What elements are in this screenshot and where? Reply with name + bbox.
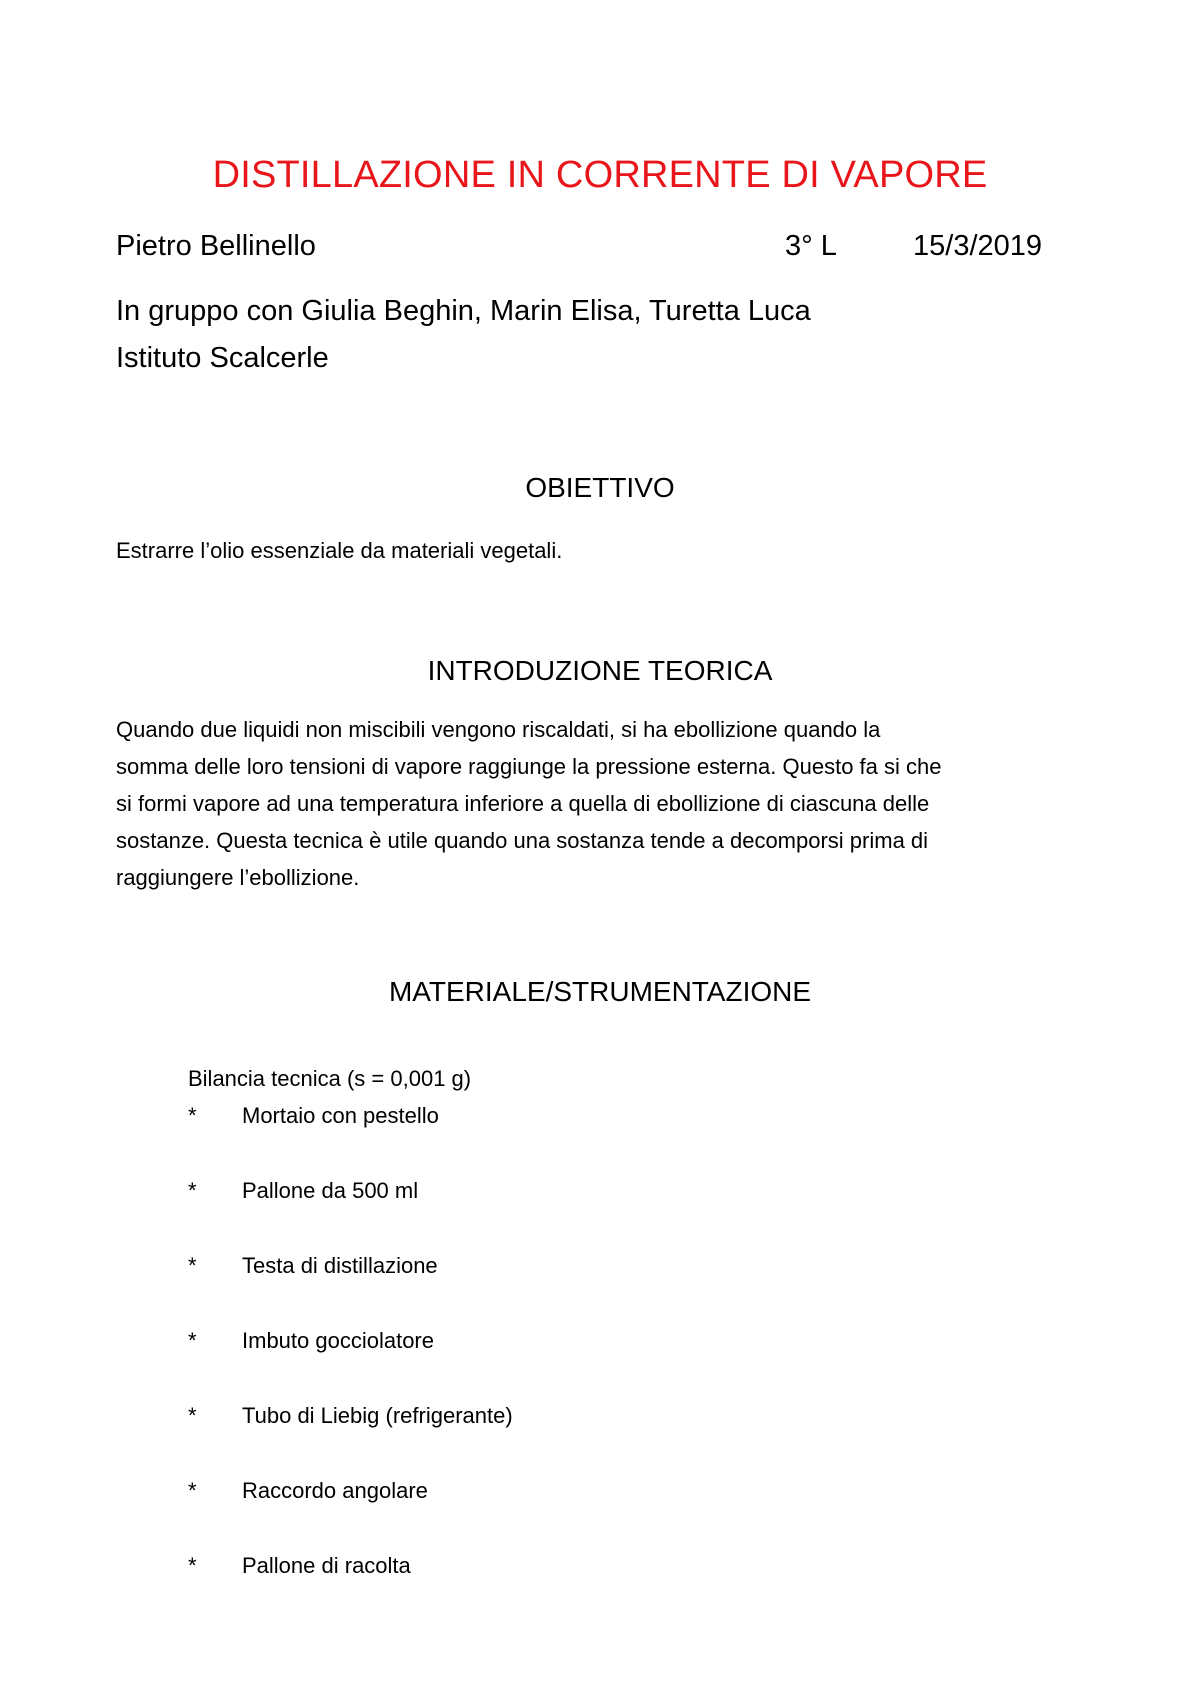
report-date: 15/3/2019 bbox=[913, 230, 1043, 262]
bullet-marker: * bbox=[188, 1178, 197, 1203]
material-item-label: Pallone di racolta bbox=[242, 1553, 411, 1578]
paragraph-line: raggiungere l’ebollizione. bbox=[116, 865, 360, 890]
material-list-item bbox=[188, 1101, 439, 1131]
material-item-label: Tubo di Liebig (refrigerante) bbox=[242, 1403, 513, 1428]
paragraph-line: si formi vapore ad una temperatura inferiore a quella di ebollizione di ciascuna delle bbox=[116, 791, 930, 816]
introduzione-paragraph bbox=[116, 711, 1091, 896]
heading-materiale: MATERIALE/STRUMENTAZIONE bbox=[388, 976, 812, 1007]
paragraph-line: sostanze. Questa tecnica è utile quando una sostanza tende a decomporsi prima di bbox=[116, 828, 929, 853]
bullet-marker: * bbox=[188, 1403, 197, 1428]
group-members: In gruppo con Giulia Beghin, Marin Elisa, Turetta Luca bbox=[116, 295, 811, 327]
material-list-item bbox=[188, 1476, 428, 1506]
material-list-item bbox=[188, 1551, 411, 1581]
material-list-item bbox=[188, 1326, 434, 1356]
heading-introduzione: INTRODUZIONE TEORICA bbox=[427, 655, 773, 686]
obiettivo-text: Estrarre l’olio essenziale da materiali vegetali. bbox=[116, 538, 563, 563]
bullet-marker: * bbox=[188, 1328, 197, 1353]
material-item-label: Testa di distillazione bbox=[242, 1253, 438, 1278]
material-list-item bbox=[188, 1251, 438, 1281]
material-item-label: Imbuto gocciolatore bbox=[242, 1328, 434, 1353]
material-item-label: Pallone da 500 ml bbox=[242, 1178, 419, 1203]
heading-obiettivo: OBIETTIVO bbox=[525, 472, 675, 503]
paragraph-line: Quando due liquidi non miscibili vengono riscaldati, si ha ebollizione quando la bbox=[116, 717, 881, 742]
paragraph-line: somma delle loro tensioni di vapore raggiunge la pressione esterna. Questo fa si che bbox=[116, 754, 942, 779]
material-list-item bbox=[188, 1401, 513, 1431]
bullet-marker: * bbox=[188, 1478, 197, 1503]
bullet-marker: * bbox=[188, 1103, 197, 1128]
material-item-label: Mortaio con pestello bbox=[242, 1103, 439, 1128]
school-name: Istituto Scalcerle bbox=[116, 342, 329, 374]
material-item-label: Raccordo angolare bbox=[242, 1478, 428, 1503]
author-name: Pietro Bellinello bbox=[116, 230, 316, 262]
material-first-item: Bilancia tecnica (s = 0,001 g) bbox=[188, 1066, 472, 1091]
bullet-marker: * bbox=[188, 1553, 197, 1578]
document-title: DISTILLAZIONE IN CORRENTE DI VAPORE bbox=[212, 154, 988, 196]
class-label: 3° L bbox=[785, 230, 837, 262]
bullet-marker: * bbox=[188, 1253, 197, 1278]
material-list-item bbox=[188, 1176, 418, 1206]
